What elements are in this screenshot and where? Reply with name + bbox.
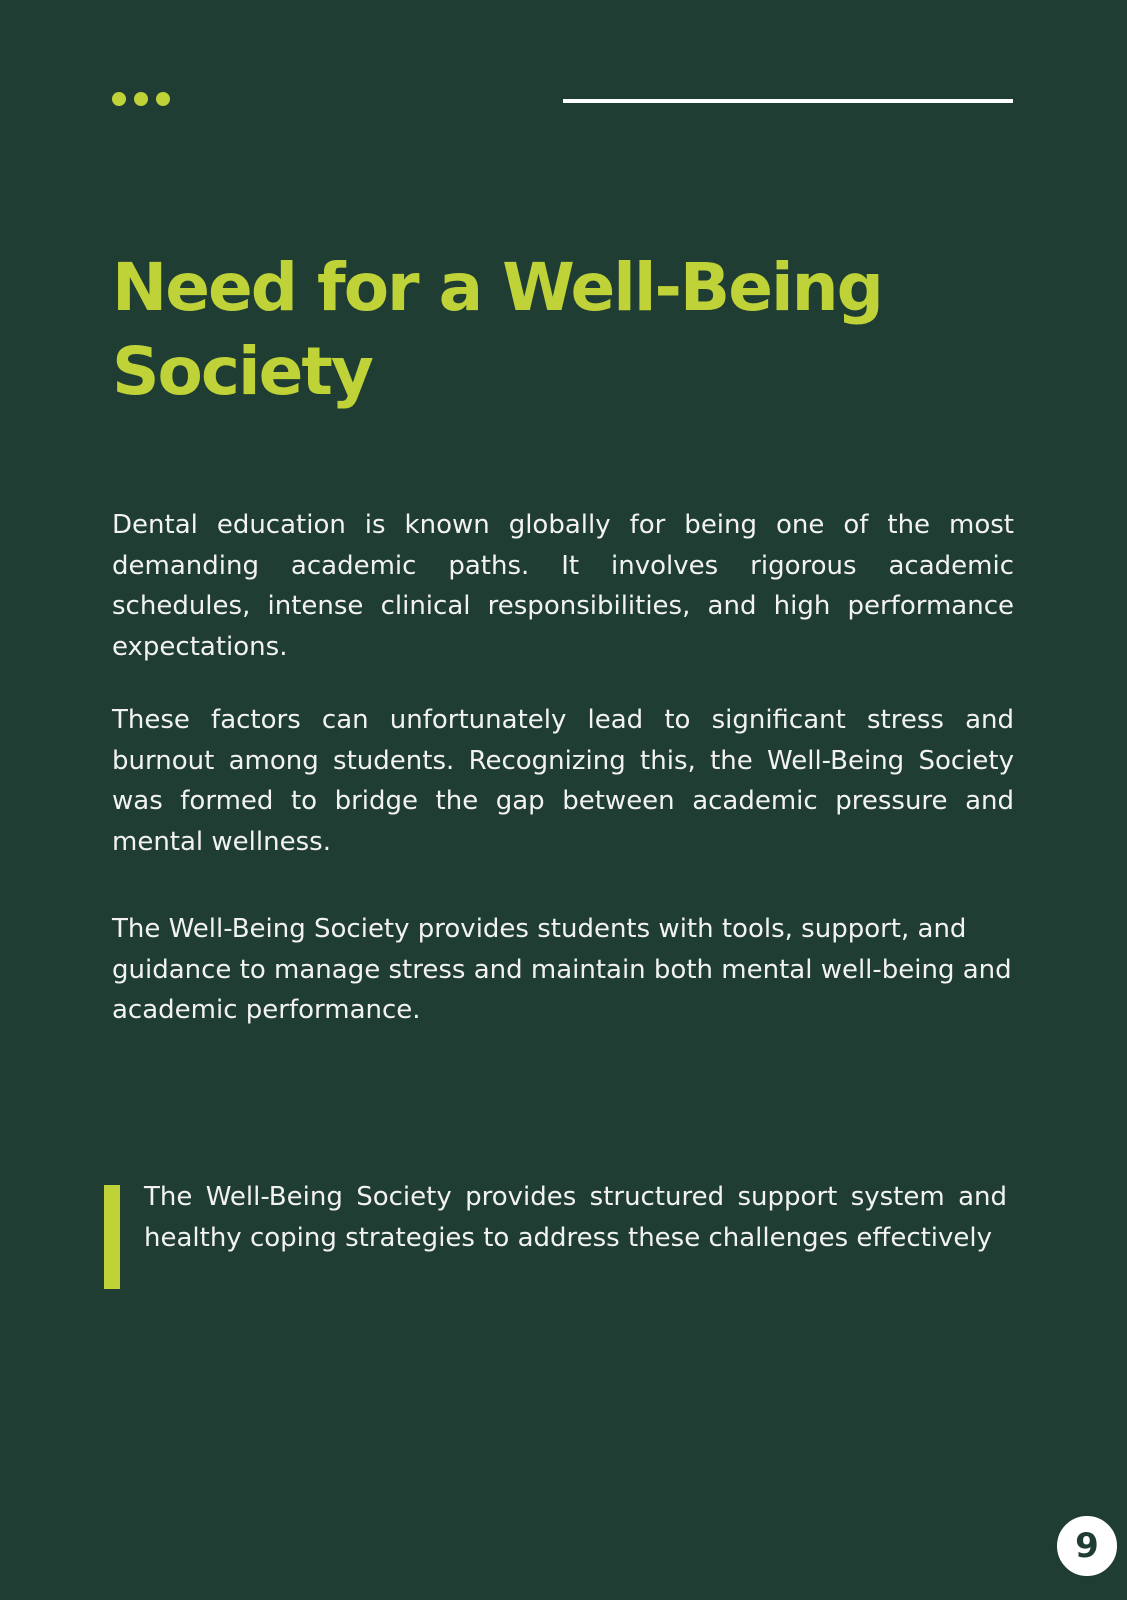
paragraph-3: The Well-Being Society provides students with tools, support, and guidance to manage stress and maintain both mental well-being and academic performance. bbox=[112, 914, 1012, 1025]
header-divider bbox=[563, 99, 1013, 103]
paragraph-1: Dental education is known globally for being one of the most demanding academic paths. It involves rigorous academic schedules, intense clinical responsibilities, and high performance expectations. bbox=[112, 510, 1014, 662]
dot-icon bbox=[134, 92, 148, 106]
dot-icon bbox=[112, 92, 126, 106]
decorative-dots bbox=[112, 92, 170, 106]
dot-icon bbox=[156, 92, 170, 106]
page-number: 9 bbox=[1055, 1514, 1119, 1578]
page-title: Need for a Well-Being Society bbox=[112, 249, 882, 410]
paragraph-2: These factors can unfortunately lead to significant stress and burnout among students. Recognizing this, the Well-Being Society was formed to bridge the gap between academic pressure and mental wellness. bbox=[112, 705, 1014, 857]
quote-accent-bar bbox=[104, 1185, 120, 1289]
quote-text: The Well-Being Society provides structured support system and healthy coping strategies to address these challenges effectively bbox=[144, 1182, 1007, 1253]
pull-quote bbox=[104, 1177, 1007, 1290]
